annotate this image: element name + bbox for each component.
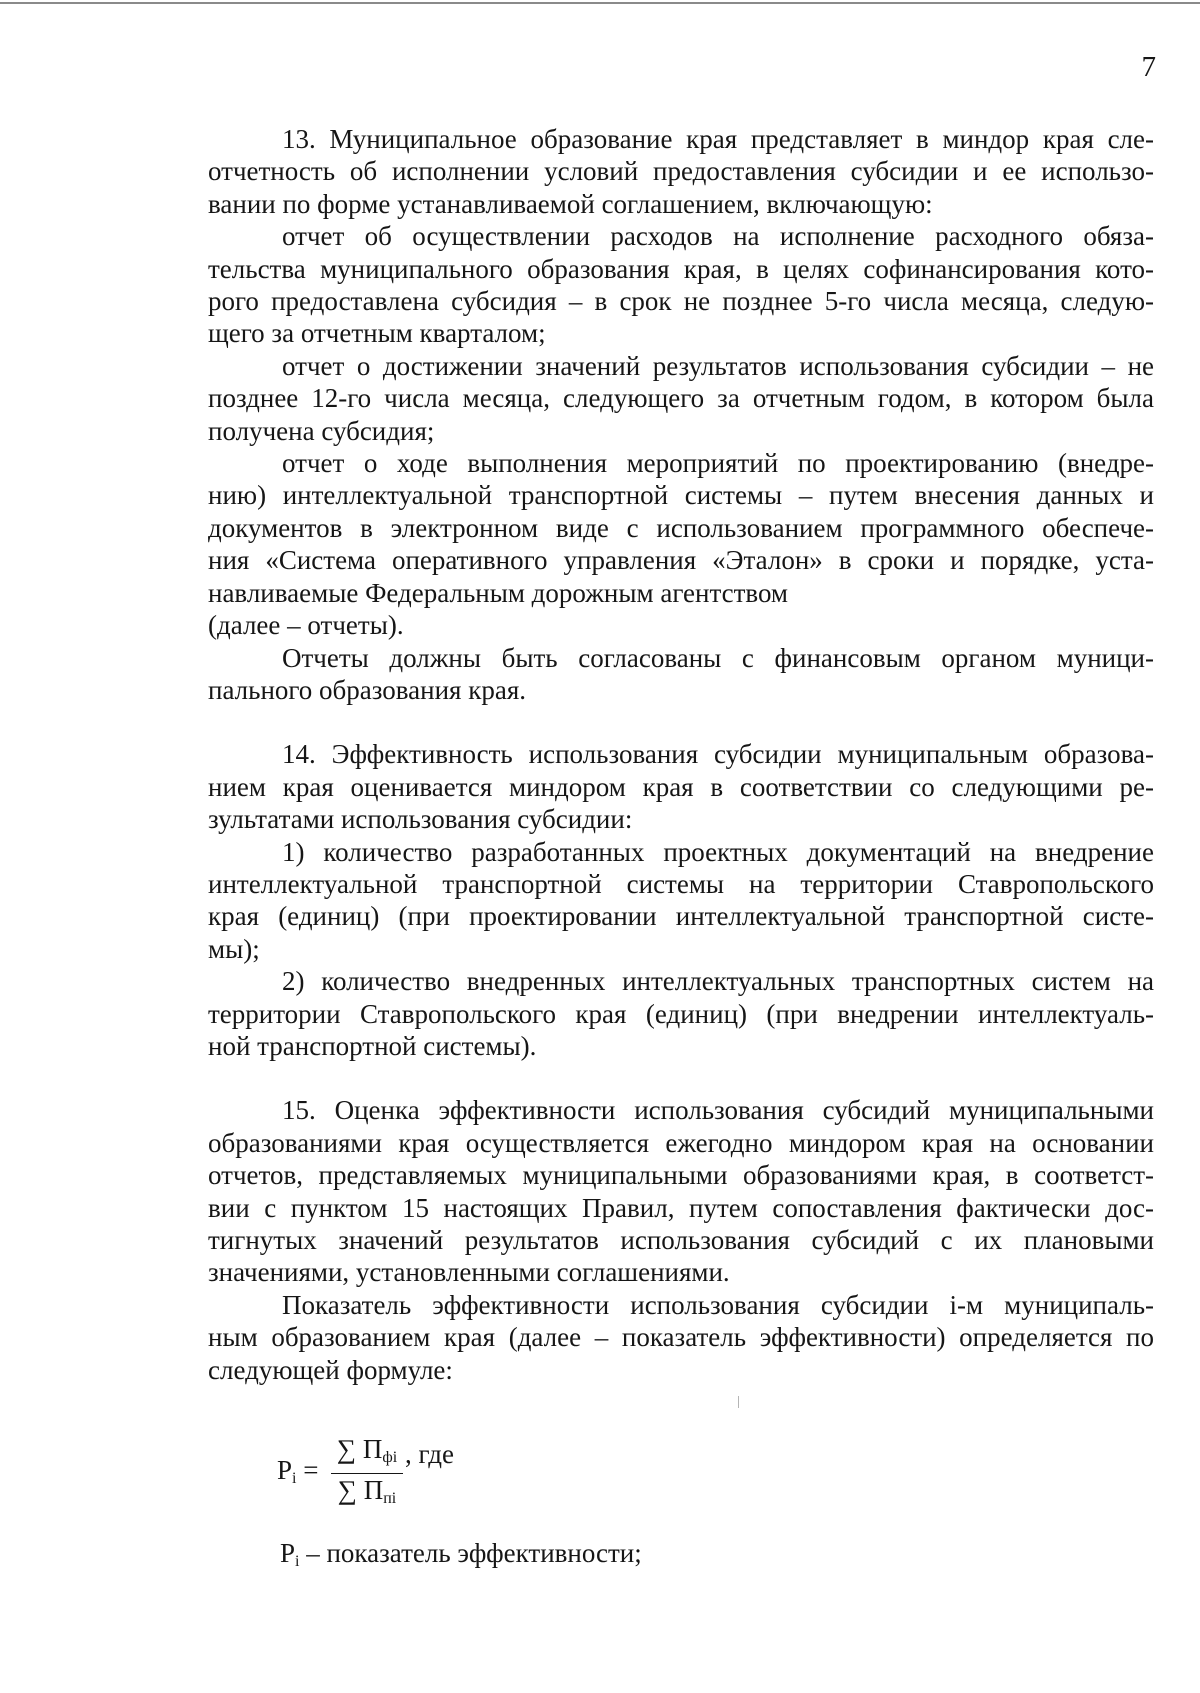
formula-definition-pi: $P_i$ – показатель эффективности; — [280, 1538, 642, 1570]
text-line: отчет о ходе выполнения мероприятий по проектированию (внедре- — [282, 448, 1154, 479]
paragraph-gap — [208, 1062, 1154, 1094]
formula-numerator: ∑ $П_{фi}$ — [331, 1434, 403, 1474]
document-body — [208, 123, 1154, 1386]
text-line: вании по форме устанавливаемой соглашением, включающую: — [208, 188, 933, 219]
formula-lhs: $P_i$ = — [277, 1455, 319, 1487]
text-line: образованиями края осуществляется ежегодно миндором края на основании — [208, 1127, 1154, 1158]
text-line: ной транспортной системы). — [208, 1030, 537, 1061]
paragraph-14 — [208, 738, 1154, 1062]
text-line: (далее – отчеты). — [208, 610, 404, 641]
text-line: пального образования края. — [208, 674, 527, 705]
paragraph-13 — [208, 123, 1154, 706]
text-line: мы); — [208, 933, 260, 964]
text-line: края (единиц) (при проектировании интеллектуальной транспортной систе- — [208, 901, 1154, 932]
text-line: 15. Оценка эффективности использования субсидий муниципальными — [282, 1095, 1154, 1126]
text-line: отчетность об исполнении условий предоставления субсидии и ее использо- — [208, 156, 1154, 187]
text-line: 1) количество разработанных проектных документаций на внедрение — [282, 836, 1154, 867]
text-line: тельства муниципального образования края, в целях софинансирования кото- — [208, 253, 1154, 284]
text-line: позднее 12-го числа месяца, следующего за отчетным годом, в котором была — [208, 383, 1154, 414]
text-line: отчет о достижении значений результатов использования субсидии – не — [282, 350, 1154, 381]
text-line: 14. Эффективность использования субсидии муниципальным образова- — [282, 739, 1154, 770]
text-line: 2) количество внедренных интеллектуальных транспортных систем на — [282, 966, 1154, 997]
paragraph-gap — [208, 706, 1154, 738]
text-line: нию) интеллектуальной транспортной системы – путем внесения данных и — [208, 480, 1154, 511]
text-line: значениями, установленными соглашениями. — [208, 1257, 730, 1288]
text-line: рого предоставлена субсидия – в срок не позднее 5-го числа месяца, следую- — [208, 286, 1154, 317]
text-line: тигнутых значений результатов использования субсидий с их плановыми — [208, 1225, 1154, 1255]
paragraph-15 — [208, 1094, 1154, 1386]
formula-fraction — [331, 1434, 403, 1515]
text-line: 13. Муниципальное образование края представляет в миндор края сле- — [282, 124, 1154, 154]
text-line: отчет об осуществлении расходов на исполнение расходного обяза- — [282, 221, 1154, 252]
text-line: Показатель эффективности использования субсидии i-м муниципаль- — [282, 1289, 1154, 1320]
formula-denominator: ∑ $П_{пi}$ — [337, 1475, 397, 1507]
text-line: навливаемые Федеральным дорожным агентством — [208, 577, 789, 608]
text-line: нием края оценивается миндором края в соответствии со следующими ре- — [208, 771, 1154, 802]
text-line: ния «Система оперативного управления «Эталон» в сроки и порядке, уста- — [208, 545, 1154, 576]
scan-top-rule — [0, 2, 1200, 4]
text-line: следующей формуле: — [208, 1354, 453, 1385]
text-line: щего за отчетным кварталом; — [208, 318, 546, 349]
text-line: интеллектуальной транспортной системы на территории Ставропольского — [208, 868, 1154, 899]
text-line: зультатами использования субсидии: — [208, 804, 633, 835]
formula-where: , где — [405, 1439, 454, 1469]
text-line: документов в электронном виде с использованием программного обеспече- — [208, 512, 1154, 543]
efficiency-formula — [277, 1434, 577, 1506]
text-line: территории Ставропольского края (единиц) (при внедрении интеллектуаль- — [208, 998, 1154, 1029]
text-line: ным образованием края (далее – показатель эффективности) определяется по — [208, 1322, 1154, 1353]
scan-artifact — [738, 1396, 739, 1408]
text-line: отчетов, представляемых муниципальными образованиями края, в соответст- — [208, 1160, 1154, 1191]
text-line: Отчеты должны быть согласованы с финансовым органом муници- — [282, 642, 1154, 673]
text-line: получена субсидия; — [208, 415, 435, 446]
page-number: 7 — [1141, 51, 1156, 83]
text-line: вии с пунктом 15 настоящих Правил, путем сопоставления фактически дос- — [208, 1192, 1154, 1223]
